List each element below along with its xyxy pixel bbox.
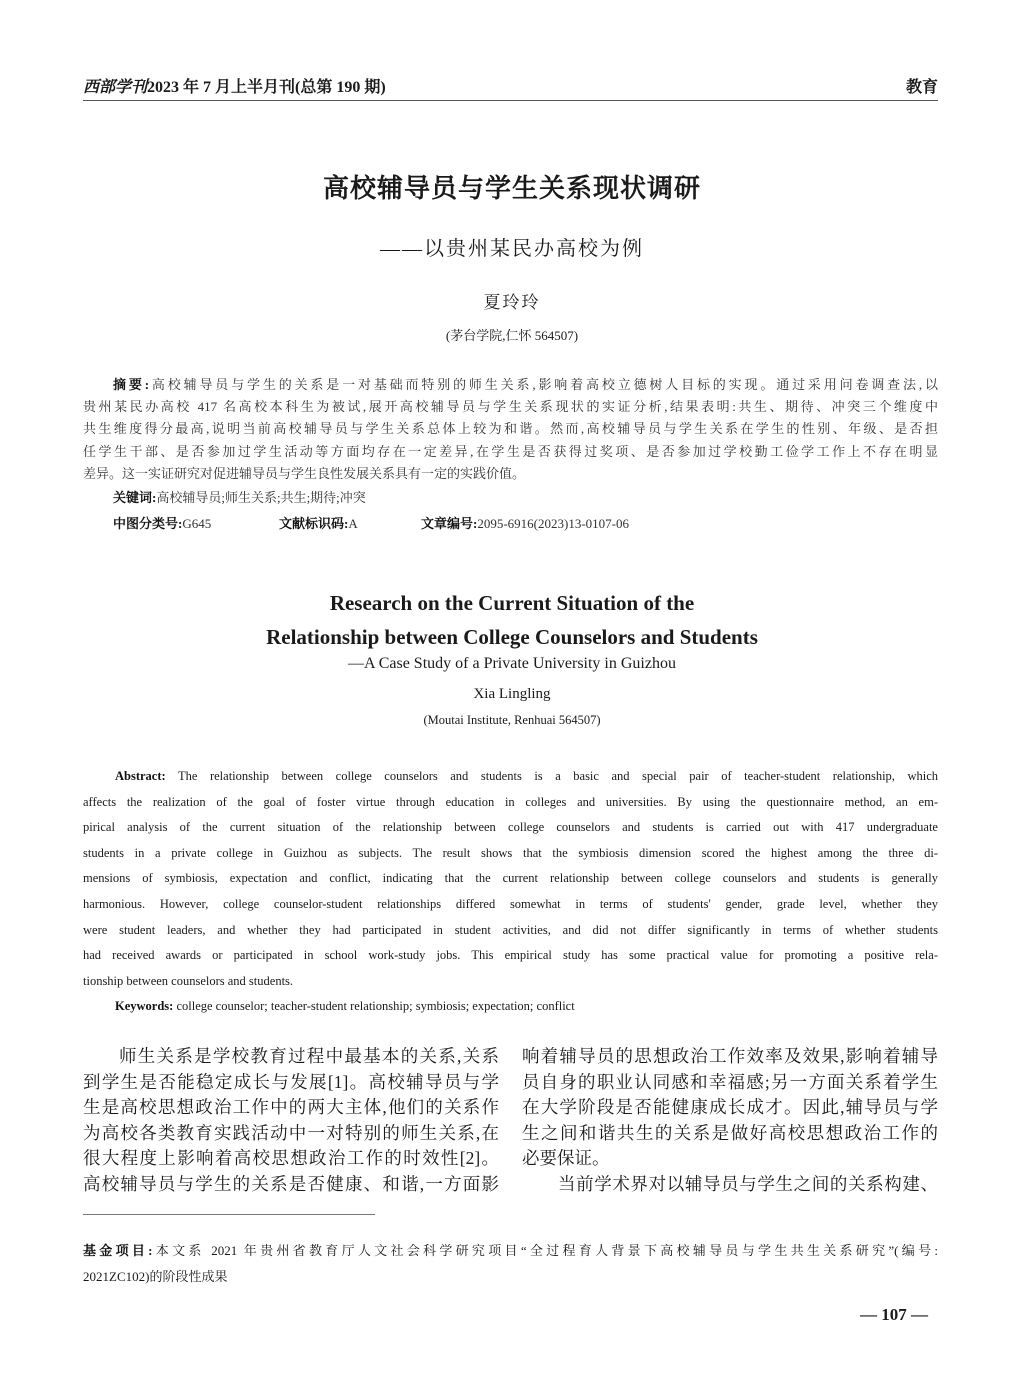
abstract-en-line: harmonious. However, college counselor-student relationships differed somewhat in terms of students' gender, grade level, whether they (83, 896, 938, 911)
abstract-en-line: students in a private college in Guizhou as subjects. The result shows that the symbiosis dimension scored the highest among the three di- (83, 845, 938, 860)
abstract-en-line: mensions of symbiosis, expectation and conflict, indicating that the current relationship between college counselors and students is generally (83, 871, 938, 886)
footnote-line (83, 1238, 938, 1264)
body-line: 当前学术界对以辅导员与学生之间的关系构建、 (558, 1173, 938, 1194)
body-line: 生之间和谐共生的关系是做好高校思想政治工作的 (522, 1122, 938, 1143)
body-left-column (83, 1044, 499, 1197)
clc-value: G645 (182, 516, 212, 532)
title-en-line: Research on the Current Situation of the (329, 591, 695, 615)
abstract-en-text: The relationship between college counselors and students is a basic and special pair of teacher-student relationship, which (178, 769, 939, 783)
abstract-cn-line: 共生维度得分最高,说明当前高校辅导员与学生关系总体上较为和谐。然而,高校辅导员与学生关系在学生的性别、年级、是否担 (83, 421, 938, 437)
running-header-left (83, 74, 386, 97)
classification-line (83, 513, 938, 535)
body-line: 必要保证。 (522, 1148, 610, 1168)
body-line: 到学生是否能稳定成长与发展[1]。高校辅导员与学 (83, 1071, 499, 1092)
footnote-label: 基金项目: (83, 1243, 153, 1258)
abstract-cn-line (83, 374, 938, 396)
body-line: 生是高校思想政治工作中的两大主体,他们的关系作 (83, 1097, 499, 1117)
keywords-text: 高校辅导员;师生关系;共生;期待;冲突 (156, 490, 366, 506)
keywords-en-label: Keywords: (115, 999, 174, 1014)
article-no-label: 文章编号: (421, 516, 478, 532)
footnote (83, 1238, 938, 1290)
abstract-text: 高校辅导员与学生的关系是一对基础而特别的师生关系,影响着高校立德树人目标的实现。通过采用问卷调查法,以 (149, 377, 938, 392)
author-en: Xia Lingling (473, 686, 551, 702)
affiliation-cn: (茅台学院,仁怀 564507) (445, 328, 579, 343)
journal-logo: 西部学刊 (83, 79, 148, 96)
clc-label: 中图分类号: (113, 516, 183, 532)
body-line: 很大程度上影响着高校思想政治工作的时效性[2]。 (83, 1148, 499, 1168)
abstract-en-line: pirical analysis of the current situation of the relationship between college counselors and students is carried out with 417 undergraduate (83, 820, 938, 835)
footnote-rule (83, 1214, 375, 1215)
header-rule (83, 100, 938, 101)
body-line: 为高校各类教育实践活动中一对特别的师生关系,在 (83, 1122, 499, 1143)
keywords-en (83, 994, 938, 1020)
subtitle-en: —A Case Study of a Private University in Guizhou (348, 655, 676, 672)
body-line: 在大学阶段是否能健康成长成才。因此,辅导员与学 (522, 1097, 938, 1117)
body-right-column (522, 1044, 938, 1197)
doc-code-label: 文献标识码: (279, 516, 349, 532)
abstract-en (83, 764, 938, 1020)
abstract-cn-line: 差异。这一实证研究对促进辅导员与学生良性发展关系具有一定的实践价值。 (83, 465, 526, 481)
body-line: 师生关系是学校教育过程中最基本的关系,关系 (119, 1046, 499, 1066)
abstract-cn-line: 贵州某民办高校 417 名高校本科生为被试,展开高校辅导员与学生关系现状的实证分析,结果表明:共生、期待、冲突三个维度中 (83, 399, 938, 415)
body-line: 响着辅导员的思想政治工作效率及效果,影响着辅导 (522, 1046, 938, 1066)
doc-code-value: A (348, 516, 358, 532)
subtitle-cn: ——以贵州某民办高校为例 (380, 238, 644, 260)
abstract-cn-line: 任学生干部、是否参加过学生活动等方面均存在一定差异,在学生是否获得过奖项、是否参加过学校勤工俭学工作上不存在明显 (83, 443, 938, 459)
section-label: 教育 (905, 79, 938, 96)
abstract-en-line (83, 764, 938, 790)
abstract-cn (83, 374, 938, 535)
title-en (0, 586, 1024, 654)
title-en-line: Relationship between College Counselors and Students (266, 625, 758, 649)
keywords-en-text: college counselor; teacher-student relationship; symbiosis; expectation; conflict (176, 999, 575, 1014)
abstract-en-line: affects the realization of the goal of foster virtue through education in colleges and universities. By using the questionnaire method, an em- (83, 794, 938, 809)
title-cn: 高校辅导员与学生关系现状调研 (322, 174, 701, 203)
footnote-text: 本文系 2021 年贵州省教育厅人文社会科学研究项目“全过程育人背景下高校辅导员与学生共生关系研究”(编号: (152, 1243, 938, 1258)
keywords-label: 关键词: (113, 490, 157, 506)
affiliation-en: (Moutai Institute, Renhuai 564507) (423, 713, 601, 727)
keywords-cn (83, 487, 938, 509)
abstract-label: 摘要: (113, 377, 150, 392)
abstract-en-line: tionship between counselors and students. (83, 973, 294, 988)
author-cn: 夏玲玲 (483, 293, 541, 312)
abstract-en-label: Abstract: (115, 769, 166, 783)
abstract-en-line: were student leaders, and whether they had participated in student activities, and did not differ significantly in terms of whether students (83, 922, 938, 937)
body-line: 员自身的职业认同感和幸福感;另一方面关系着学生 (522, 1071, 938, 1092)
footnote-line: 2021ZC102)的阶段性成果 (83, 1269, 228, 1284)
abstract-en-line: had received awards or participated in school work-study jobs. This empirical study has some practical value for promoting a positive rela- (83, 948, 938, 963)
issue-info: 2023 年 7 月上半月刊(总第 190 期) (147, 79, 386, 96)
article-no-value: 2095-6916(2023)13-0107-06 (477, 516, 629, 532)
body-line: 高校辅导员与学生的关系是否健康、和谐,一方面影 (83, 1173, 499, 1194)
page-number: — 107 — (860, 1305, 928, 1324)
